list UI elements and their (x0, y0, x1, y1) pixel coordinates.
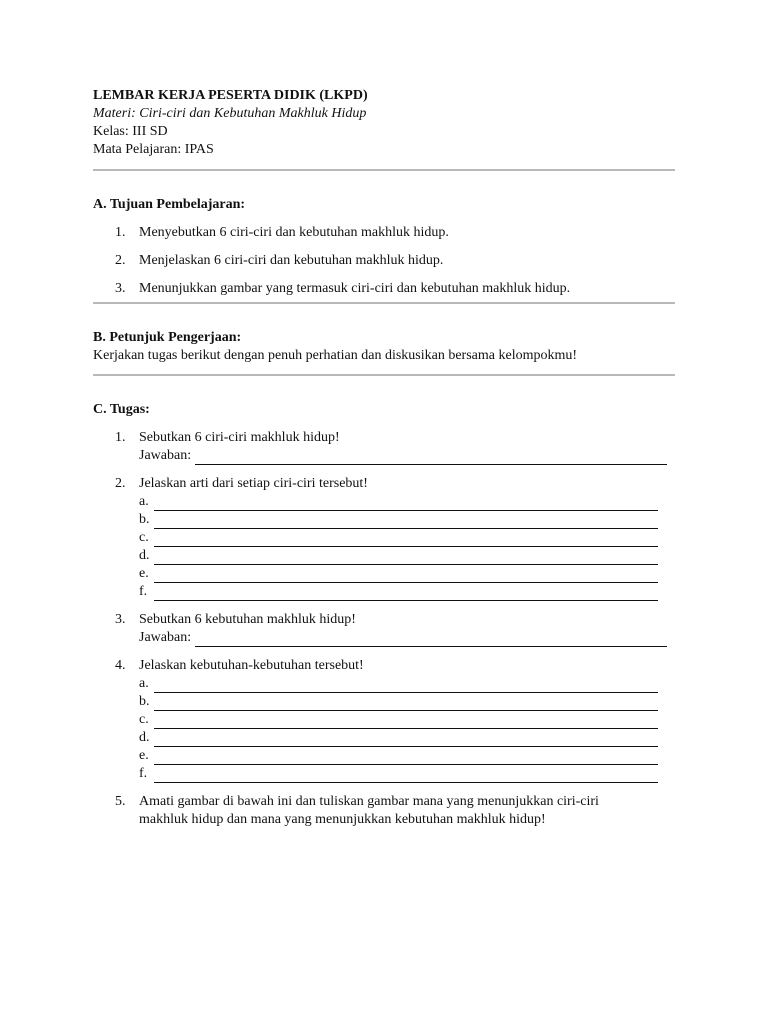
answer-row-e (139, 747, 675, 765)
divider (93, 169, 675, 171)
section-c-heading: C. Tugas: (93, 402, 150, 417)
row-letter: a. (139, 494, 149, 509)
task-question-line-1: Amati gambar di bawah ini dan tuliskan gambar mana yang menunjukkan ciri-ciri (139, 794, 599, 809)
row-letter: d. (139, 730, 150, 745)
answer-row (139, 447, 675, 465)
worksheet-page (93, 86, 675, 829)
task-question: Jelaskan arti dari setiap ciri-ciri tersebut! (139, 476, 368, 491)
item-number: 3. (115, 281, 126, 296)
row-letter: b. (139, 512, 150, 527)
answer-row-d (139, 547, 675, 565)
answer-blank[interactable] (154, 569, 658, 583)
answer-row (139, 629, 675, 647)
row-letter: f. (139, 584, 148, 599)
answer-blank[interactable] (154, 587, 658, 601)
answer-blank[interactable] (154, 551, 658, 565)
answer-row-b (139, 511, 675, 529)
task-question: Sebutkan 6 ciri-ciri makhluk hidup! (139, 430, 340, 445)
row-letter: e. (139, 566, 149, 581)
answer-blank[interactable] (154, 679, 658, 693)
divider (93, 302, 675, 304)
item-text: Menunjukkan gambar yang termasuk ciri-ciri dan kebutuhan makhluk hidup. (139, 281, 571, 296)
answer-label: Jawaban: (139, 630, 192, 645)
item-text: Menjelaskan 6 ciri-ciri dan kebutuhan makhluk hidup. (139, 253, 444, 268)
list-item (93, 224, 675, 242)
answer-blank[interactable] (154, 715, 658, 729)
task-item-5 (93, 793, 675, 829)
section-a-heading: A. Tujuan Pembelajaran: (93, 197, 246, 212)
task-number: 2. (115, 476, 126, 491)
answer-blank[interactable] (195, 451, 667, 465)
task-number: 4. (115, 658, 126, 673)
materi-line: Materi: Ciri-ciri dan Kebutuhan Makhluk Hidup (93, 106, 367, 121)
kelas-line: Kelas: III SD (93, 124, 168, 139)
task-item-4 (93, 657, 675, 783)
row-letter: a. (139, 676, 149, 691)
answer-row-d (139, 729, 675, 747)
answer-row-f (139, 765, 675, 783)
task-number: 5. (115, 794, 126, 809)
row-letter: e. (139, 748, 149, 763)
row-letter: c. (139, 712, 149, 727)
list-item (93, 280, 675, 298)
answer-row-f (139, 583, 675, 601)
mapel-line: Mata Pelajaran: IPAS (93, 142, 214, 157)
row-letter: b. (139, 694, 150, 709)
item-text: Menyebutkan 6 ciri-ciri dan kebutuhan makhluk hidup. (139, 225, 449, 240)
answer-label: Jawaban: (139, 448, 192, 463)
worksheet-title: LEMBAR KERJA PESERTA DIDIK (LKPD) (93, 88, 368, 103)
answer-blank[interactable] (154, 733, 658, 747)
row-letter: f. (139, 766, 148, 781)
section-b-heading: B. Petunjuk Pengerjaan: (93, 330, 242, 345)
answer-blank[interactable] (154, 751, 658, 765)
row-letter: d. (139, 548, 150, 563)
answer-row-b (139, 693, 675, 711)
answer-row-a (139, 493, 675, 511)
task-question-line-2: makhluk hidup dan mana yang menunjukkan kebutuhan makhluk hidup! (139, 812, 546, 827)
answer-row-a (139, 675, 675, 693)
answer-blank[interactable] (195, 633, 667, 647)
answer-blank[interactable] (154, 497, 658, 511)
answer-blank[interactable] (154, 515, 658, 529)
item-number: 1. (115, 225, 126, 240)
task-item-1 (93, 429, 675, 465)
answer-blank[interactable] (154, 769, 658, 783)
task-item-3 (93, 611, 675, 647)
task-question: Sebutkan 6 kebutuhan makhluk hidup! (139, 612, 356, 627)
item-number: 2. (115, 253, 126, 268)
answer-row-c (139, 529, 675, 547)
answer-blank[interactable] (154, 697, 658, 711)
task-number: 3. (115, 612, 126, 627)
task-item-2 (93, 475, 675, 601)
objectives-list (93, 224, 675, 298)
answer-row-e (139, 565, 675, 583)
task-number: 1. (115, 430, 126, 445)
answer-blank[interactable] (154, 533, 658, 547)
row-letter: c. (139, 530, 149, 545)
answer-row-c (139, 711, 675, 729)
instructions-text: Kerjakan tugas berikut dengan penuh perhatian dan diskusikan bersama kelompokmu! (93, 348, 578, 363)
list-item (93, 252, 675, 270)
task-question: Jelaskan kebutuhan-kebutuhan tersebut! (139, 658, 364, 673)
divider (93, 374, 675, 376)
